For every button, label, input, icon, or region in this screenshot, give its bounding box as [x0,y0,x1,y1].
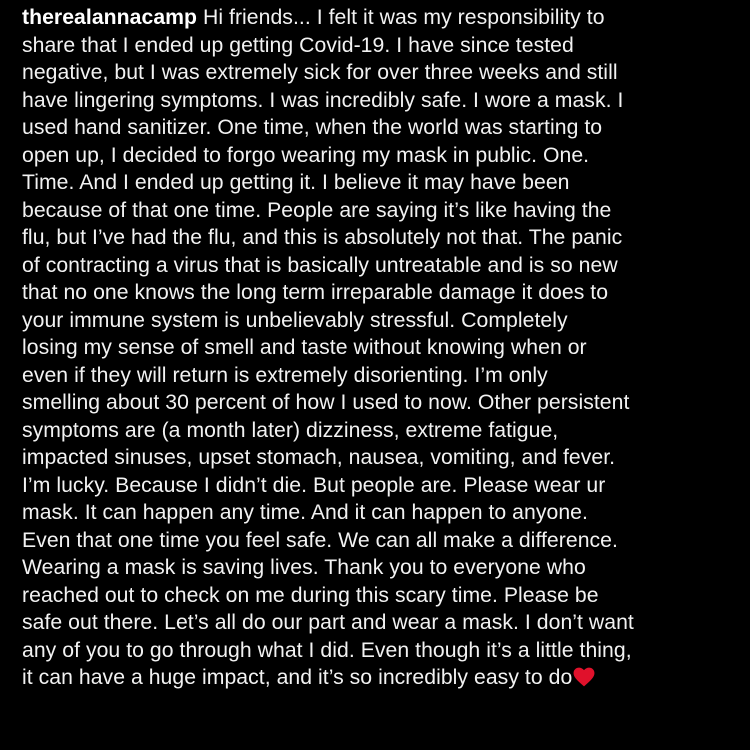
caption-line: flu, but I’ve had the flu, and this is absolutely not that. The panic [22,226,623,249]
caption-line: open up, I decided to forgo wearing my mask in public. One. [22,143,590,167]
caption-line: negative, but I was extremely sick for over three weeks and still [22,61,618,84]
caption-line: smelling about 30 percent of how I used to now. Other persistent [22,391,630,414]
caption-line-1 [22,4,734,32]
caption-line: used hand sanitizer. One time, when the world was starting to [22,116,603,139]
post-caption [22,4,734,692]
caption-line: Time. And I ended up getting it. I believe it may have been [22,171,570,194]
caption-line: symptoms are (a month later) dizziness, extreme fatigue, [22,418,559,442]
caption-line: impacted sinuses, upset stomach, nausea, vomiting, and fever. [22,446,616,469]
caption-line: losing my sense of smell and taste without knowing when or [22,336,587,359]
caption-line: because of that one time. People are saying it’s like having the [22,198,612,222]
caption-line: your immune system is unbelievably stressful. Completely [22,308,568,332]
caption-line: Wearing a mask is saving lives. Thank you to everyone who [22,556,586,579]
caption-line: I’m lucky. Because I didn’t die. But people are. Please wear ur [22,473,606,497]
caption-line: mask. It can happen any time. And it can happen to anyone. [22,501,588,524]
caption-line-last [22,664,734,692]
caption-line: any of you to go through what I did. Even though it’s a little thing, [22,638,632,662]
caption-line: share that I ended up getting Covid-19. I have since tested [22,33,574,57]
caption-line: safe out there. Let’s all do our part and wear a mask. I don’t want [22,611,634,634]
caption-line: of contracting a virus that is basically untreatable and is so new [22,253,618,277]
caption-line: even if they will return is extremely disorienting. I’m only [22,363,548,387]
caption-line: Even that one time you feel safe. We can all make a difference. [22,528,618,552]
caption-line: have lingering symptoms. I was incredibly safe. I wore a mask. I [22,88,624,112]
caption-line: that no one knows the long term irreparable damage it does to [22,281,609,304]
caption-text: it can have a huge impact, and it’s so incredibly easy to do [22,666,573,689]
caption-text: Hi friends... I felt it was my responsibility to [197,6,605,29]
username-link[interactable]: therealannacamp [22,6,198,29]
red-heart-icon [573,667,595,687]
caption-line: reached out to check on me during this scary time. Please be [22,583,599,607]
